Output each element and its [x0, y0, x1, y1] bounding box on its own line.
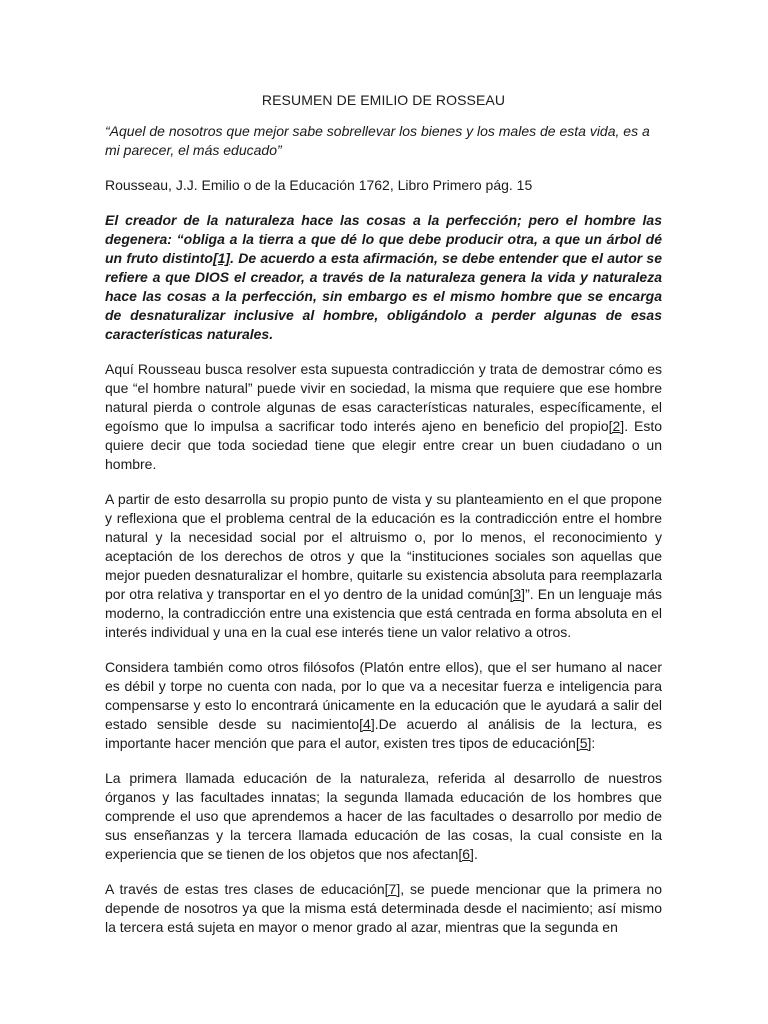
footnote-link-5[interactable]: [5]: [575, 735, 592, 751]
paragraph-5-text-b: .: [473, 846, 478, 862]
paragraph-6: [105, 880, 662, 937]
epigraph-quote: “Aquel de nosotros que mejor sabe sobrellevar los bienes y los males de esta vida, es a mi parecer, el más educado”: [105, 123, 650, 158]
paragraph-3-text-b: ”. En un lenguaje más moderno, la contradicción entre una existencia que está centrada en forma absoluta en el interés individual y una en la cual ese interés tiene un valor relativo a otros.: [105, 586, 662, 640]
paragraph-6-text-b: , se puede mencionar que la primera no depende de nosotros ya que la misma está determinada desde el nacimiento; así mismo la tercera está sujeta en mayor o menor grado al azar, mientras que la segunda en: [105, 881, 662, 935]
paragraph-2: [105, 360, 662, 474]
document-title: RESUMEN DE EMILIO DE ROSSEAU: [261, 92, 506, 108]
paragraph-4-text-a: Considera también como otros filósofos (Platón entre ellos), que el ser humano al nacer es débil y torpe no cuenta con nada, por lo que va a necesitar fuerza e inteligencia para compensarse y esto lo encontrará únicamente en la educación que le ayudará a salir del estado sensible desde su nacimiento: [105, 659, 662, 732]
paragraph-4-text-b: .De acuerdo al análisis de la lectura, es importante hacer mención que para el autor, existen tres tipos de educación: [105, 716, 663, 751]
paragraph-3-text-a: A partir de esto desarrolla su propio punto de vista y su planteamiento en el que propone y reflexiona que el problema central de la educación es la contradicción entre el hombre natural y la necesidad social por el altruismo o, por lo menos, el reconocimiento y aceptación de los derechos de otros y que la “instituciones sociales son aquellas que mejor pueden desnaturalizar el hombre, quitarle su existencia absoluta para reemplazarla por otra relativa y transportar en el yo dentro de la unidad común: [105, 491, 662, 602]
citation: Rousseau, J.J. Emilio o de la Educación 1762, Libro Primero pág. 15: [105, 177, 533, 193]
paragraph-6-text-a: A través de estas tres clases de educación: [105, 881, 385, 897]
footnote-link-4[interactable]: [4]: [359, 716, 375, 732]
paragraph-3: [105, 490, 662, 642]
paragraph-5: [105, 769, 662, 864]
paragraph-4: [105, 658, 662, 753]
paragraph-2-text-a: Aquí Rousseau busca resolver esta supuesta contradicción y trata de demostrar cómo es que “el hombre natural” puede vivir en sociedad, la misma que requiere que ese hombre natural pierda o controle algunas de esas características naturales, específicamente, el egoísmo que lo impulsa a sacrificar todo interés ajeno en beneficio del propio: [105, 361, 662, 434]
paragraph-1-text-a: El creador de la naturaleza hace las cosas a la perfección; pero el hombre las degenera: “obliga a la tierra a que dé lo que debe producir otra, a que un árbol dé un fruto distinto: [105, 212, 662, 266]
footnote-link-2[interactable]: [2]: [608, 418, 625, 434]
footnote-link-1[interactable]: [1]: [212, 250, 231, 266]
paragraph-2-text-b: . Esto quiere decir que toda sociedad tiene que elegir entre crear un buen ciudadano o un hombre.: [105, 418, 662, 472]
paragraph-1-text-b: . De acuerdo a esta afirmación, se debe entender que el autor se refiere a que DIOS el creador, a través de la naturaleza genera la vida y naturaleza hace las cosas a la perfección, sin embargo es el mismo hombre que se encarga de desnaturalizar inclusive al hombre, obligándolo a perder algunas de esas características naturales.: [105, 250, 662, 342]
footnote-link-7[interactable]: [7]: [384, 881, 401, 897]
paragraph-1: [105, 211, 662, 344]
footnote-link-6[interactable]: [6]: [458, 846, 474, 862]
paragraph-4-text-c: :: [591, 735, 596, 751]
paragraph-5-text-a: La primera llamada educación de la naturaleza, referida al desarrollo de nuestros órganos y las facultades innatas; la segunda llamada educación de los hombres que comprende el uso que aprendemos a hacer de las facultades o desarrollo por medio de sus enseñanzas y la tercera llamada educación de las cosas, la cual consiste en la experiencia que se tienen de los objetos que nos afectan: [105, 770, 662, 862]
footnote-link-3[interactable]: [3]: [509, 586, 526, 602]
